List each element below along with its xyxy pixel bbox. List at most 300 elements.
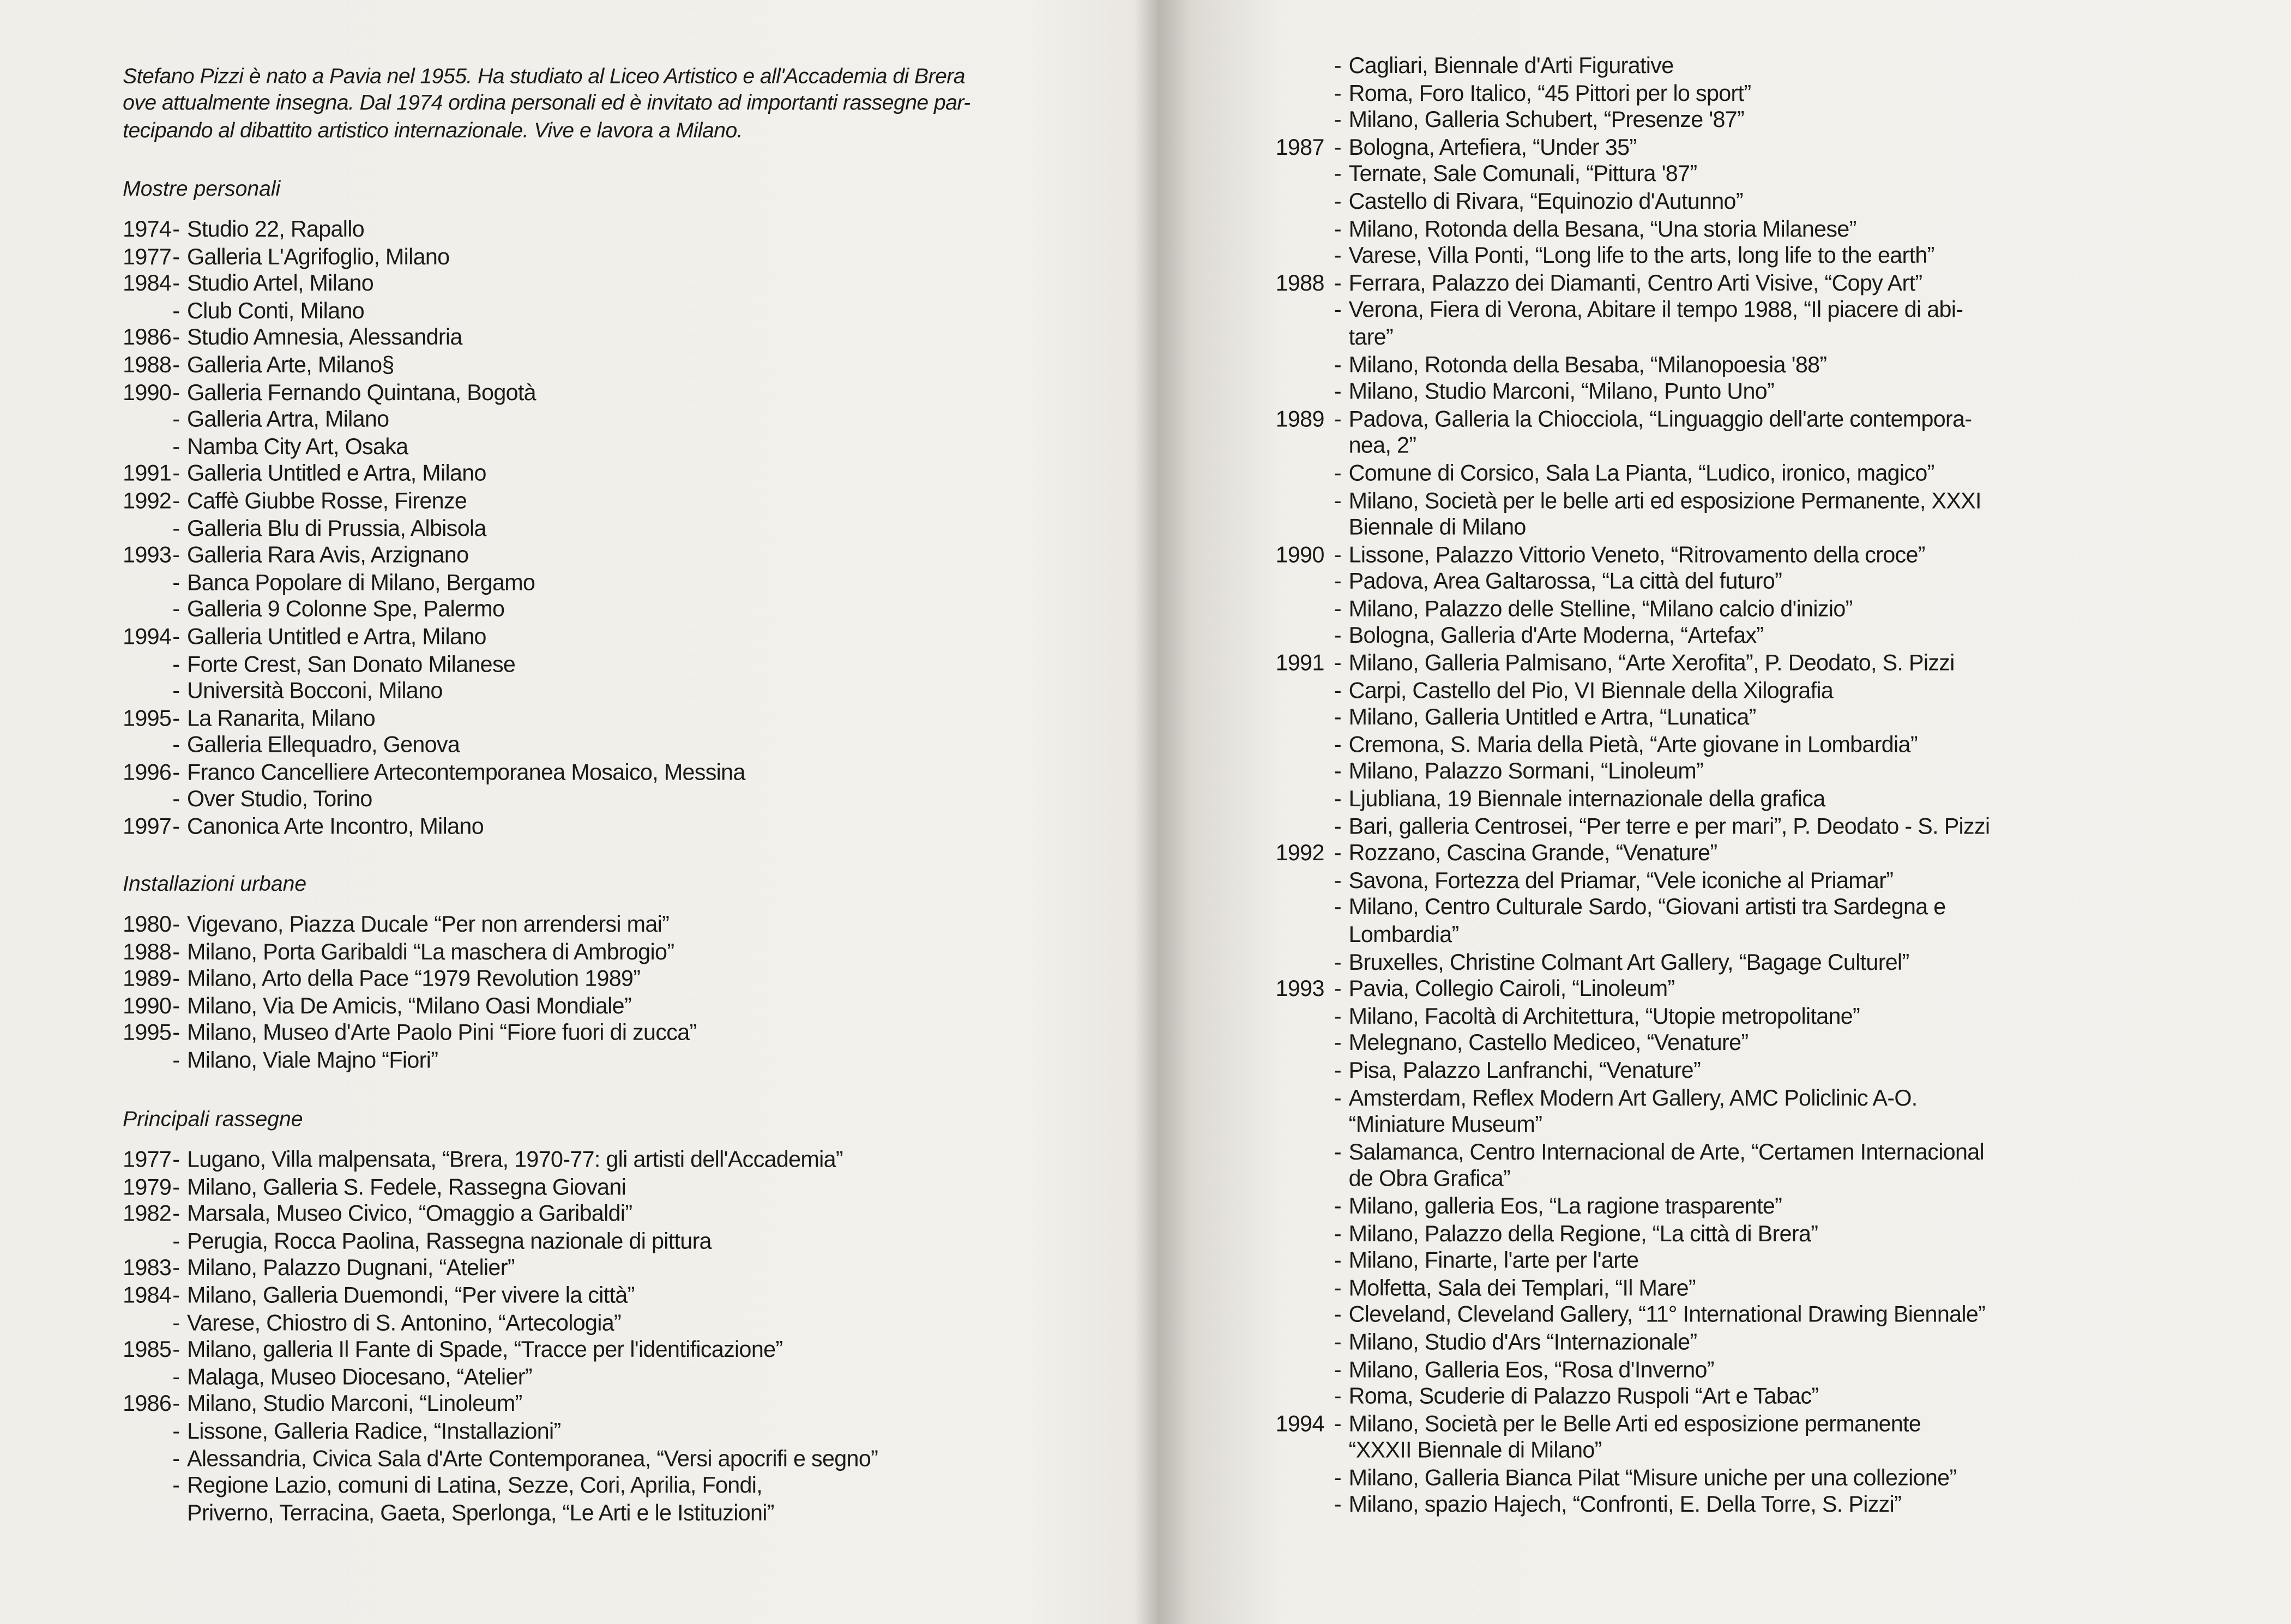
entry-dash: - [1334,1248,1341,1274]
entry-year [1276,461,1334,488]
entry-year [123,679,172,707]
exhibition-entry [1276,217,2170,244]
exhibition-entry [123,1048,1029,1076]
entry-dash: - [172,299,180,324]
entry-dash: - [172,1365,180,1390]
entry-text: Verona, Fiera di Verona, Abitare il tempo 1988, “Il piacere di abi- [1348,298,1963,323]
entry-year [1276,1194,1334,1222]
exhibition-entry [1276,543,2170,570]
entry-dash: - [1334,461,1341,486]
exhibition-entry-continued [1276,325,2170,353]
entry-dash [1334,434,1349,462]
entry-text: Padova, Area Galtarossa, “La città del futuro” [1348,570,1782,595]
entry-text: Bologna, Artefiera, “Under 35” [1348,135,1637,161]
entry-text: Forte Crest, San Donato Milanese [187,652,516,677]
entry-year [123,1229,172,1257]
exhibition-entry-continued [123,1501,1029,1528]
entry-dash: - [1334,1411,1341,1437]
entry-text: Cagliari, Biennale d'Arti Figurative [1348,54,1674,79]
entry-text: Ternate, Sale Comunali, “Pittura '87” [1348,162,1697,188]
entry-dash: - [172,1419,180,1445]
entry-year: 1974 [123,218,172,243]
entry-year [1276,1276,1334,1303]
exhibition-entry [123,1022,1029,1049]
entry-year [1276,488,1334,516]
entry-year: 1994 [1275,1411,1324,1437]
entry-dash: - [172,994,180,1019]
entry-year: 1995 [123,1021,172,1047]
entry-text: Milano, Palazzo Dugnani, “Atelier” [187,1256,515,1282]
entry-dash: - [1334,1031,1341,1056]
exhibition-entry [123,598,1029,625]
entry-year [1276,1005,1334,1032]
entry-text: Milano, spazio Hajech, “Confronti, E. Della Torre, S. Pizzi” [1348,1493,1902,1518]
exhibition-entry [1276,162,2170,190]
entry-year [1276,923,1334,950]
exhibition-entry [123,1202,1029,1229]
entry-text: Castello di Rivara, “Equinozio d'Autunno” [1348,190,1743,215]
entry-dash: - [172,326,180,351]
entry-dash: - [172,244,180,270]
entry-year [123,408,172,435]
entry-year [1276,162,1334,190]
bio-line: Stefano Pizzi è nato a Pavia nel 1955. Ha studiato al Liceo Artistico e all'Accademia di Brera [123,65,966,89]
entry-year: 1990 [123,994,172,1019]
entry-year [1276,217,1334,244]
entry-year: 1989 [1275,407,1324,432]
entry-dash: - [1334,1384,1341,1410]
entry-text: Banca Popolare di Milano, Bergamo [187,570,535,596]
entry-text: Lugano, Villa malpensata, “Brera, 1970-77: gli artisti dell'Accademia” [187,1148,843,1173]
entry-text: Caffè Giubbe Rosse, Firenze [187,489,467,514]
exhibition-entry [123,435,1029,462]
entry-dash: - [172,570,180,596]
exhibition-entry [123,1311,1029,1338]
entry-dash: - [1334,651,1341,677]
entry-text: Studio Artel, Milano [187,271,374,297]
entry-dash: - [1334,678,1341,704]
exhibition-entry [1276,814,2170,842]
exhibition-entry [123,625,1029,652]
exhibition-entry [1276,407,2170,434]
entry-dash: - [172,434,180,460]
entry-year: 1992 [123,489,172,514]
entry-year [1276,1493,1334,1520]
entry-year: 1977 [123,244,172,270]
entry-dash: - [1334,1303,1341,1329]
entry-dash: - [172,218,180,243]
entry-text: Roma, Foro Italico, “45 Pittori per lo sport” [1348,81,1751,106]
exhibition-entry [1276,190,2170,217]
entry-year [123,299,172,327]
exhibition-entry [123,1392,1029,1420]
entry-dash: - [1334,1194,1341,1219]
entry-text: Bruxelles, Christine Colmant Art Gallery, “Bagage Culturel” [1348,950,1909,975]
entry-year: 1986 [123,326,172,351]
entry-year [1276,896,1334,923]
entry-year [1276,244,1334,271]
entry-year: 1990 [1275,542,1324,568]
exhibition-entry [1276,950,2170,977]
entry-year [1276,814,1334,842]
exhibition-entry [1276,461,2170,488]
entry-year [123,734,172,761]
entry-year [1276,1439,1334,1466]
entry-text: Milano, Finarte, l'arte per l'arte [1348,1248,1639,1274]
exhibition-entry [123,299,1029,327]
entry-year [1276,1113,1334,1140]
entry-dash: - [172,1311,180,1336]
entry-dash: - [1334,1086,1341,1111]
entry-year: 1985 [123,1338,172,1363]
exhibition-entry [1276,1276,2170,1303]
entry-year [1276,1303,1334,1331]
entry-year [1276,380,1334,407]
entry-year [123,652,172,679]
exhibition-entry [1276,1031,2170,1059]
entry-year [1276,733,1334,760]
exhibition-entry [1276,298,2170,325]
exhibition-entry [123,760,1029,788]
entry-text: Lombardia” [1348,923,1459,948]
entry-dash: - [1334,108,1341,134]
entry-text: Pavia, Collegio Cairoli, “Linoleum” [1348,977,1675,1003]
entry-text: Milano, Centro Culturale Sardo, “Giovani artisti tra Sardegna e [1348,896,1946,921]
entry-text: Milano, Porta Garibaldi “La maschera di Ambrogio” [187,940,674,965]
entry-dash: - [1334,1330,1341,1355]
entry-text: Milano, Studio Marconi, “Linoleum” [187,1392,522,1417]
exhibition-entry [1276,1466,2170,1493]
heading-installazioni-urbane: Installazioni urbane [123,873,307,897]
entry-dash: - [172,1229,180,1254]
entry-year [1276,1357,1334,1385]
exhibition-entry [123,516,1029,544]
entry-dash: - [172,597,180,623]
exhibition-entry [123,571,1029,598]
entry-text: Melegnano, Castello Mediceo, “Venature” [1348,1031,1749,1056]
exhibition-entry [123,1175,1029,1203]
exhibition-entry [1276,1086,2170,1113]
entry-text: Priverno, Terracina, Gaeta, Sperlonga, “Le Arti e le Istituzioni” [187,1501,774,1526]
entry-text: Cleveland, Cleveland Gallery, “11° International Drawing Biennale” [1348,1303,1986,1329]
entry-text: “XXXII Biennale di Milano” [1348,1439,1602,1464]
exhibition-entry [1276,1222,2170,1249]
entry-dash: - [1334,298,1341,323]
exhibition-entry [123,408,1029,435]
entry-dash: - [172,381,180,406]
entry-text: Over Studio, Torino [187,788,372,813]
entry-year [1276,1086,1334,1113]
entry-year [123,598,172,625]
entry-dash: - [172,679,180,704]
entry-dash: - [172,625,180,650]
entry-text: Milano, Rotonda della Besana, “Una storia Milanese” [1348,216,1856,242]
entry-dash: - [172,1202,180,1227]
entry-text: Studio Amnesia, Alessandria [187,326,462,351]
entry-text: Galleria L'Agrifoglio, Milano [187,244,450,270]
exhibition-entry [1276,1194,2170,1222]
entry-year [1276,869,1334,896]
bio-line: ove attualmente insegna. Dal 1974 ordina personali ed è invitato ad importanti rassegne par- [123,92,970,116]
entry-text: Franco Cancelliere Artecontemporanea Mosaico, Messina [187,760,745,786]
entry-text: Canonica Arte Incontro, Milano [187,815,484,840]
exhibition-entry [1276,706,2170,733]
entry-year: 1993 [1275,977,1324,1003]
entry-dash: - [172,1392,180,1417]
entry-text: Carpi, Castello del Pio, VI Biennale della Xilografia [1348,678,1834,704]
entry-year: 1983 [123,1256,172,1282]
entry-dash: - [1334,353,1341,378]
entry-dash: - [1334,787,1341,812]
entry-text: Milano, Arto della Pace “1979 Revolution 1989” [187,967,641,992]
entry-year: 1997 [123,815,172,840]
exhibition-entry-continued [1276,434,2170,462]
entry-dash: - [1334,814,1341,840]
entry-text: Galleria 9 Colonne Spe, Palermo [187,597,505,623]
entry-dash: - [1334,190,1341,215]
entry-text: Pisa, Palazzo Lanfranchi, “Venature” [1348,1059,1701,1084]
entry-dash: - [172,967,180,992]
exhibition-entry [123,1338,1029,1365]
entry-dash: - [1334,733,1341,758]
entry-dash: - [172,815,180,840]
entry-year: 1979 [123,1175,172,1200]
entry-year [1276,353,1334,380]
entry-dash: - [1334,624,1341,649]
entry-year [123,1447,172,1474]
entry-year [123,571,172,598]
entry-dash: - [172,1256,180,1282]
entry-year: 1984 [123,1283,172,1309]
list-rassegne-continued [1276,54,2170,1520]
entry-text: Milano, Palazzo della Regione, “La città di Brera” [1348,1222,1818,1247]
exhibition-entry [1276,760,2170,787]
entry-text: Marsala, Museo Civico, “Omaggio a Garibaldi” [187,1202,632,1227]
entry-year [1276,1249,1334,1276]
entry-text: Namba City Art, Osaka [187,434,408,460]
artist-bio [123,64,1017,145]
entry-dash: - [172,271,180,297]
entry-text: de Obra Grafica” [1348,1167,1511,1192]
exhibition-entry [1276,896,2170,923]
entry-dash: - [172,1474,180,1499]
entry-text: Regione Lazio, comuni di Latina, Sezze, Cori, Aprilia, Fondi, [187,1474,763,1499]
entry-year [123,1501,172,1528]
exhibition-entry [1276,624,2170,651]
exhibition-entry [1276,1005,2170,1032]
entry-dash: - [1334,760,1341,785]
entry-text: Roma, Scuderie di Palazzo Ruspoli “Art e Tabac” [1348,1384,1819,1410]
entry-year [123,1420,172,1447]
exhibition-entry [1276,679,2170,706]
entry-year [1276,81,1334,108]
entry-dash: - [172,353,180,378]
exhibition-entry-continued [1276,923,2170,950]
entry-dash: - [172,1175,180,1200]
entry-year [123,1474,172,1501]
exhibition-entry [123,245,1029,272]
entry-dash: - [1334,488,1341,514]
exhibition-entry [1276,1412,2170,1439]
exhibition-entry [1276,869,2170,896]
exhibition-entry [1276,271,2170,299]
entry-year: 1988 [123,940,172,965]
entry-year [1276,760,1334,787]
exhibition-entry [1276,787,2170,814]
exhibition-entry [1276,81,2170,108]
entry-text: Ferrara, Palazzo dei Diamanti, Centro Arti Visive, “Copy Art” [1348,271,1922,297]
entry-text: Vigevano, Piazza Ducale “Per non arrendersi mai” [187,913,670,938]
entry-year [1276,516,1334,543]
entry-text: Milano, Società per le belle arti ed esposizione Permanente, XXXI [1348,488,1981,514]
exhibition-entry [1276,108,2170,136]
entry-year: 1977 [123,1148,172,1173]
bio-line: tecipando al dibattito artistico internazionale. Vive e lavora a Milano. [123,119,743,143]
entry-year [1276,1466,1334,1493]
entry-dash: - [1334,1059,1341,1084]
entry-year [1276,108,1334,136]
entry-dash [172,1501,187,1528]
entry-year [123,1365,172,1392]
entry-text: Ljubliana, 19 Biennale internazionale della grafica [1348,787,1825,812]
exhibition-entry [123,707,1029,734]
entry-year [1276,570,1334,597]
entry-dash: - [1334,950,1341,975]
entry-text: Padova, Galleria la Chiocciola, “Linguaggio dell'arte contempora- [1348,407,1972,432]
entry-dash: - [172,1283,180,1309]
entry-year [1276,434,1334,462]
entry-text: Milano, galleria Eos, “La ragione trasparente” [1348,1194,1782,1219]
entry-dash: - [172,940,180,965]
entry-text: Bari, galleria Centrosei, “Per terre e per mari”, P. Deodato - S. Pizzi [1348,814,1990,840]
exhibition-entry [1276,1249,2170,1276]
entry-text: Lissone, Galleria Radice, “Installazioni” [187,1419,561,1445]
entry-text: Varese, Chiostro di S. Antonino, “Artecologia” [187,1311,622,1336]
entry-text: Milano, galleria Il Fante di Spade, “Tracce per l'identificazione” [187,1338,783,1363]
entry-year: 1995 [123,706,172,732]
entry-year [123,435,172,462]
entry-year [1276,597,1334,624]
entry-year [1276,624,1334,651]
entry-year: 1993 [123,543,172,569]
list-mostre-personali [123,218,1029,842]
entry-text: Milano, Studio d'Ars “Internazionale” [1348,1330,1697,1355]
exhibition-entry [123,1474,1029,1501]
entry-year [1276,325,1334,353]
exhibition-entry [1276,1059,2170,1086]
entry-dash [1334,1167,1349,1194]
entry-year [1276,1330,1334,1357]
entry-dash: - [172,543,180,569]
exhibition-entry [123,1447,1029,1474]
entry-dash: - [1334,597,1341,622]
entry-dash: - [172,1446,180,1472]
entry-text: Galleria Untitled e Artra, Milano [187,625,486,650]
exhibition-entry-continued [1276,1439,2170,1466]
exhibition-entry [1276,977,2170,1005]
exhibition-entry [123,218,1029,245]
entry-text: Rozzano, Cascina Grande, “Venature” [1348,841,1717,867]
exhibition-entry [123,1365,1029,1392]
exhibition-entry [123,381,1029,408]
entry-text: Lissone, Palazzo Vittorio Veneto, “Ritrovamento della croce” [1348,542,1925,568]
entry-dash: - [1334,868,1341,894]
entry-dash: - [1334,1493,1341,1518]
entry-dash [1334,1113,1349,1140]
entry-text: Milano, Galleria S. Fedele, Rassegna Giovani [187,1175,626,1200]
entry-text: tare” [1348,325,1394,351]
exhibition-entry [1276,1140,2170,1168]
exhibition-entry [123,940,1029,967]
entry-year [123,516,172,544]
entry-year: 1992 [1275,841,1324,867]
exhibition-entry [1276,733,2170,760]
entry-text: Milano, Rotonda della Besaba, “Milanopoesia '88” [1348,353,1827,378]
exhibition-entry [1276,54,2170,81]
exhibition-entry [123,1257,1029,1284]
entry-text: Bologna, Galleria d'Arte Moderna, “Artefax” [1348,624,1764,649]
exhibition-entry [1276,1385,2170,1412]
exhibition-entry [123,353,1029,381]
entry-dash: - [172,706,180,732]
entry-year: 1982 [123,1202,172,1227]
exhibition-entry [123,462,1029,489]
exhibition-entry [1276,136,2170,163]
entry-text: Milano, Museo d'Arte Paolo Pini “Fiore fuori di zucca” [187,1021,697,1047]
entry-text: La Ranarita, Milano [187,706,376,732]
entry-year [123,1048,172,1076]
entry-year [1276,1167,1334,1194]
entry-dash [1334,1439,1349,1466]
entry-text: Galleria Arte, Milano§ [187,353,394,378]
entry-year [1276,950,1334,977]
exhibition-entry [123,272,1029,299]
exhibition-entry [123,544,1029,571]
exhibition-entry [123,489,1029,516]
entry-text: Galleria Artra, Milano [187,407,389,433]
entry-text: Galleria Untitled e Artra, Milano [187,462,486,487]
heading-principali-rassegne: Principali rassegne [123,1108,303,1132]
entry-year [1276,1031,1334,1059]
entry-text: Galleria Rara Avis, Arzignano [187,543,469,569]
exhibition-entry [1276,597,2170,624]
entry-dash: - [1334,1004,1341,1030]
entry-text: Milano, Galleria Bianca Pilat “Misure uniche per una collezione” [1348,1466,1957,1491]
exhibition-entry [1276,488,2170,516]
entry-year [1276,1222,1334,1249]
exhibition-entry-continued [1276,1113,2170,1140]
entry-text: nea, 2” [1348,434,1416,460]
entry-dash: - [1334,1222,1341,1247]
exhibition-entry [1276,570,2170,597]
entry-dash: - [172,462,180,487]
entry-year: 1980 [123,913,172,938]
entry-dash: - [1334,841,1341,867]
entry-year: 1988 [1275,271,1324,297]
entry-dash: - [172,1021,180,1047]
exhibition-entry [1276,380,2170,407]
entry-year [1276,787,1334,814]
entry-text: Studio 22, Rapallo [187,218,365,243]
entry-year: 1990 [123,381,172,406]
entry-dash [1334,325,1349,353]
entry-year: 1991 [1275,651,1324,677]
entry-text: Savona, Fortezza del Priamar, “Vele iconiche al Priamar” [1348,868,1894,894]
entry-dash: - [1334,135,1341,161]
entry-dash: - [1334,54,1341,79]
entry-text: Milano, Facoltà di Architettura, “Utopie metropolitane” [1348,1004,1860,1030]
entry-dash: - [172,1338,180,1363]
